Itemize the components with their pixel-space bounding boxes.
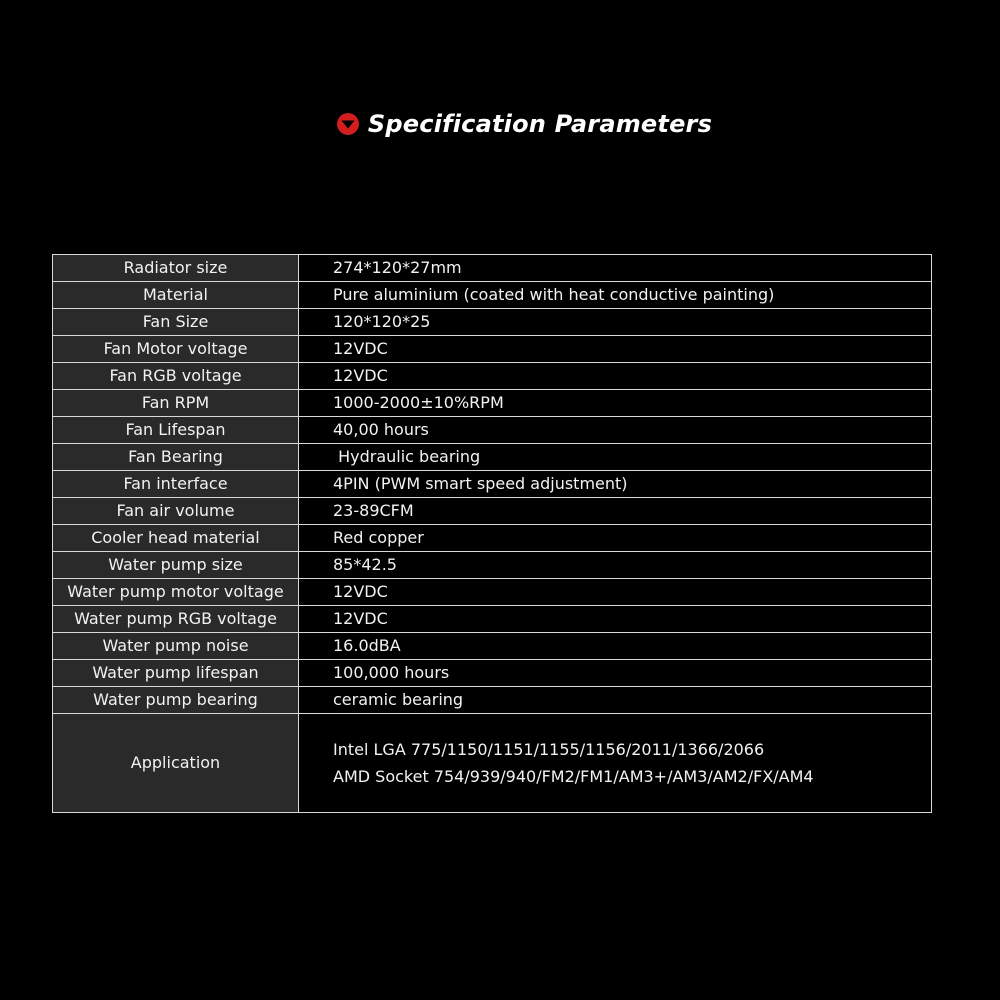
- spec-value: Pure aluminium (coated with heat conductive painting): [299, 282, 932, 309]
- spec-label: Fan Bearing: [53, 444, 299, 471]
- spec-value: 100,000 hours: [299, 660, 932, 687]
- spec-value: Red copper: [299, 525, 932, 552]
- table-row: [53, 633, 932, 660]
- spec-value: 12VDC: [299, 606, 932, 633]
- spec-value: 274*120*27mm: [299, 255, 932, 282]
- spec-value: 12VDC: [299, 336, 932, 363]
- title-group: [336, 110, 712, 138]
- table-row: [53, 498, 932, 525]
- table-row: [53, 525, 932, 552]
- application-line-intel: Intel LGA 775/1150/1151/1155/1156/2011/1366/2066: [333, 740, 765, 759]
- table-row: [53, 363, 932, 390]
- table-row: [53, 390, 932, 417]
- page-header: [0, 106, 1000, 142]
- spec-label: Fan interface: [53, 471, 299, 498]
- spec-label: Water pump bearing: [53, 687, 299, 714]
- spec-value: 1000-2000±10%RPM: [299, 390, 932, 417]
- spec-label: Application: [53, 714, 299, 813]
- spec-value: 23-89CFM: [299, 498, 932, 525]
- spec-label: Fan air volume: [53, 498, 299, 525]
- spec-value: 120*120*25: [299, 309, 932, 336]
- spec-label: Fan RPM: [53, 390, 299, 417]
- spec-table: [52, 254, 932, 813]
- spec-value: 40,00 hours: [299, 417, 932, 444]
- chevron-down-badge-icon: [336, 112, 360, 136]
- spec-label: Fan Size: [53, 309, 299, 336]
- table-row: [53, 606, 932, 633]
- table-row: [53, 336, 932, 363]
- spec-value: ceramic bearing: [299, 687, 932, 714]
- spec-label: Radiator size: [53, 255, 299, 282]
- spec-label: Water pump motor voltage: [53, 579, 299, 606]
- spec-label: Water pump RGB voltage: [53, 606, 299, 633]
- page-title: Specification Parameters: [367, 110, 713, 138]
- table-row: [53, 282, 932, 309]
- spec-label: Fan Lifespan: [53, 417, 299, 444]
- table-row: [53, 471, 932, 498]
- spec-label: Water pump size: [53, 552, 299, 579]
- spec-value: 4PIN (PWM smart speed adjustment): [299, 471, 932, 498]
- spec-label: Water pump lifespan: [53, 660, 299, 687]
- spec-value: Hydraulic bearing: [299, 444, 932, 471]
- spec-label: Fan RGB voltage: [53, 363, 299, 390]
- spec-label: Cooler head material: [53, 525, 299, 552]
- table-row-application: [53, 714, 932, 813]
- spec-value: 12VDC: [299, 363, 932, 390]
- spec-label: Water pump noise: [53, 633, 299, 660]
- table-row: [53, 552, 932, 579]
- table-row: [53, 417, 932, 444]
- table-row: [53, 309, 932, 336]
- spec-label: Material: [53, 282, 299, 309]
- table-row: [53, 579, 932, 606]
- table-row: [53, 444, 932, 471]
- table-row: [53, 660, 932, 687]
- spec-value: 85*42.5: [299, 552, 932, 579]
- spec-value: 16.0dBA: [299, 633, 932, 660]
- spec-label: Fan Motor voltage: [53, 336, 299, 363]
- spec-value-application: [299, 714, 932, 813]
- table-row: [53, 255, 932, 282]
- spec-table-body: [53, 255, 932, 813]
- table-row: [53, 687, 932, 714]
- application-line-amd: AMD Socket 754/939/940/FM2/FM1/AM3+/AM3/AM2/FX/AM4: [333, 767, 814, 786]
- spec-value: 12VDC: [299, 579, 932, 606]
